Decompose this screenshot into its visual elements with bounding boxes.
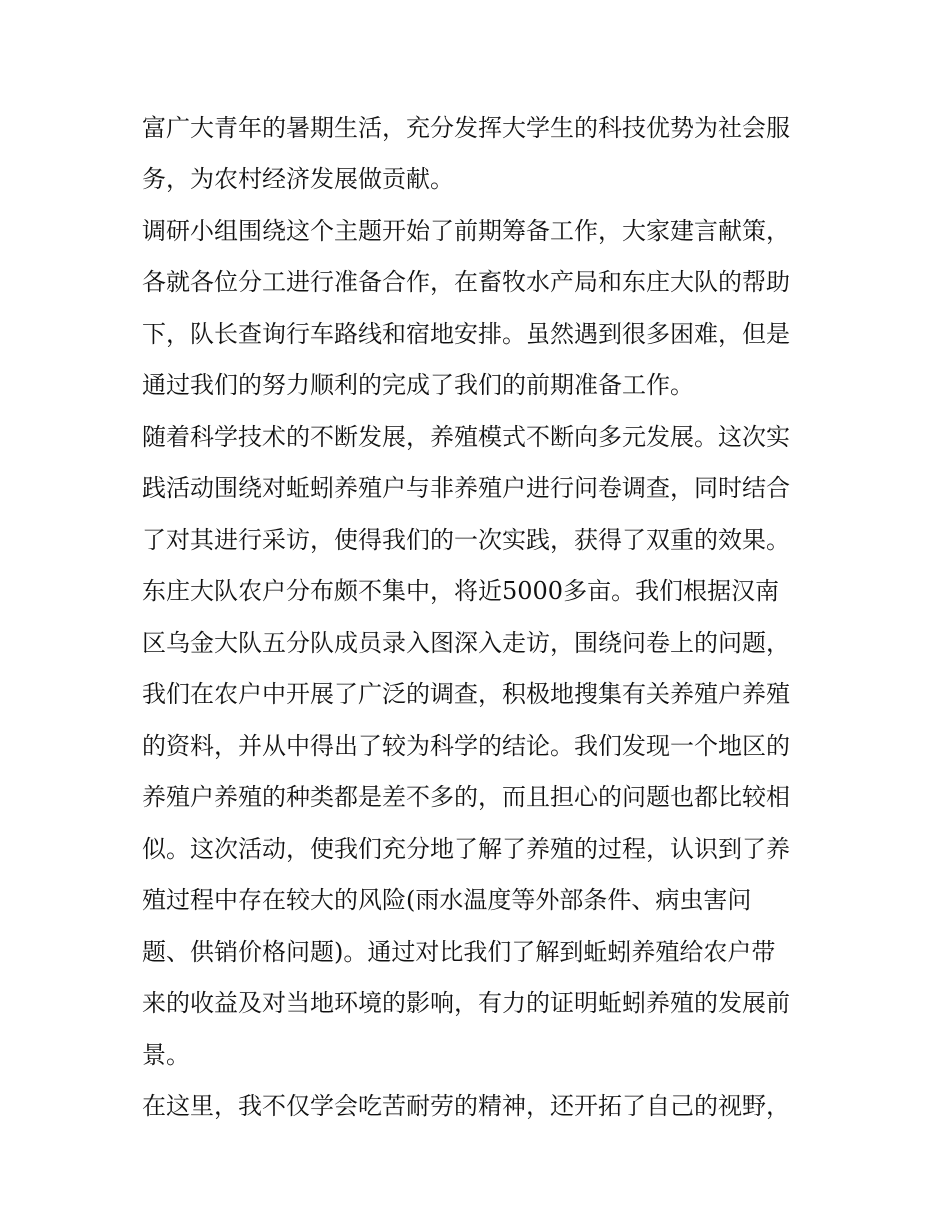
text-line: 在这里，我不仅学会吃苦耐劳的精神，还开拓了自己的视野， <box>142 1092 790 1120</box>
text-line: 养殖户养殖的种类都是差不多的，而且担心的问题也都比较相 <box>142 783 790 811</box>
text-line: 题、供销价格问题)。通过对比我们了解到蚯蚓养殖给农户带 <box>142 938 776 966</box>
text-line: 富广大青年的暑期生活，充分发挥大学生的科技优势为社会服 <box>142 114 790 142</box>
text-line: 了对其进行采访，使得我们的一次实践，获得了双重的效果。 <box>142 526 790 554</box>
text-line: 我们在农户中开展了广泛的调查，积极地搜集有关养殖户养殖 <box>142 680 790 708</box>
text-line: 景。 <box>142 1041 190 1069</box>
text-line: 区乌金大队五分队成员录入图深入走访，围绕问卷上的问题， <box>142 629 790 657</box>
text-line: 调研小组围绕这个主题开始了前期筹备工作，大家建言献策， <box>142 217 790 245</box>
text-line: 下，队长查询行车路线和宿地安排。虽然遇到很多困难，但是 <box>142 320 790 348</box>
text-line: 的资料，并从中得出了较为科学的结论。我们发现一个地区的 <box>142 732 790 760</box>
text-line: 各就各位分工进行准备合作，在畜牧水产局和东庄大队的帮助 <box>142 268 790 296</box>
text-line: 践活动围绕对蚯蚓养殖户与非养殖户进行问卷调查，同时结合 <box>142 474 790 502</box>
text-line: 务，为农村经济发展做贡献。 <box>142 165 454 193</box>
text-line: 似。这次活动，使我们充分地了解了养殖的过程，认识到了养 <box>142 835 790 863</box>
text-line: 东庄大队农户分布颇不集中，将近5000多亩。我们根据汉南 <box>142 577 780 605</box>
text-line: 殖过程中存在较大的风险(雨水温度等外部条件、病虫害问 <box>142 886 752 914</box>
text-line: 来的收益及对当地环境的影响，有力的证明蚯蚓养殖的发展前 <box>142 989 790 1017</box>
text-line: 随着科学技术的不断发展，养殖模式不断向多元发展。这次实 <box>142 423 790 451</box>
text-line: 通过我们的努力顺利的完成了我们的前期准备工作。 <box>142 371 694 399</box>
